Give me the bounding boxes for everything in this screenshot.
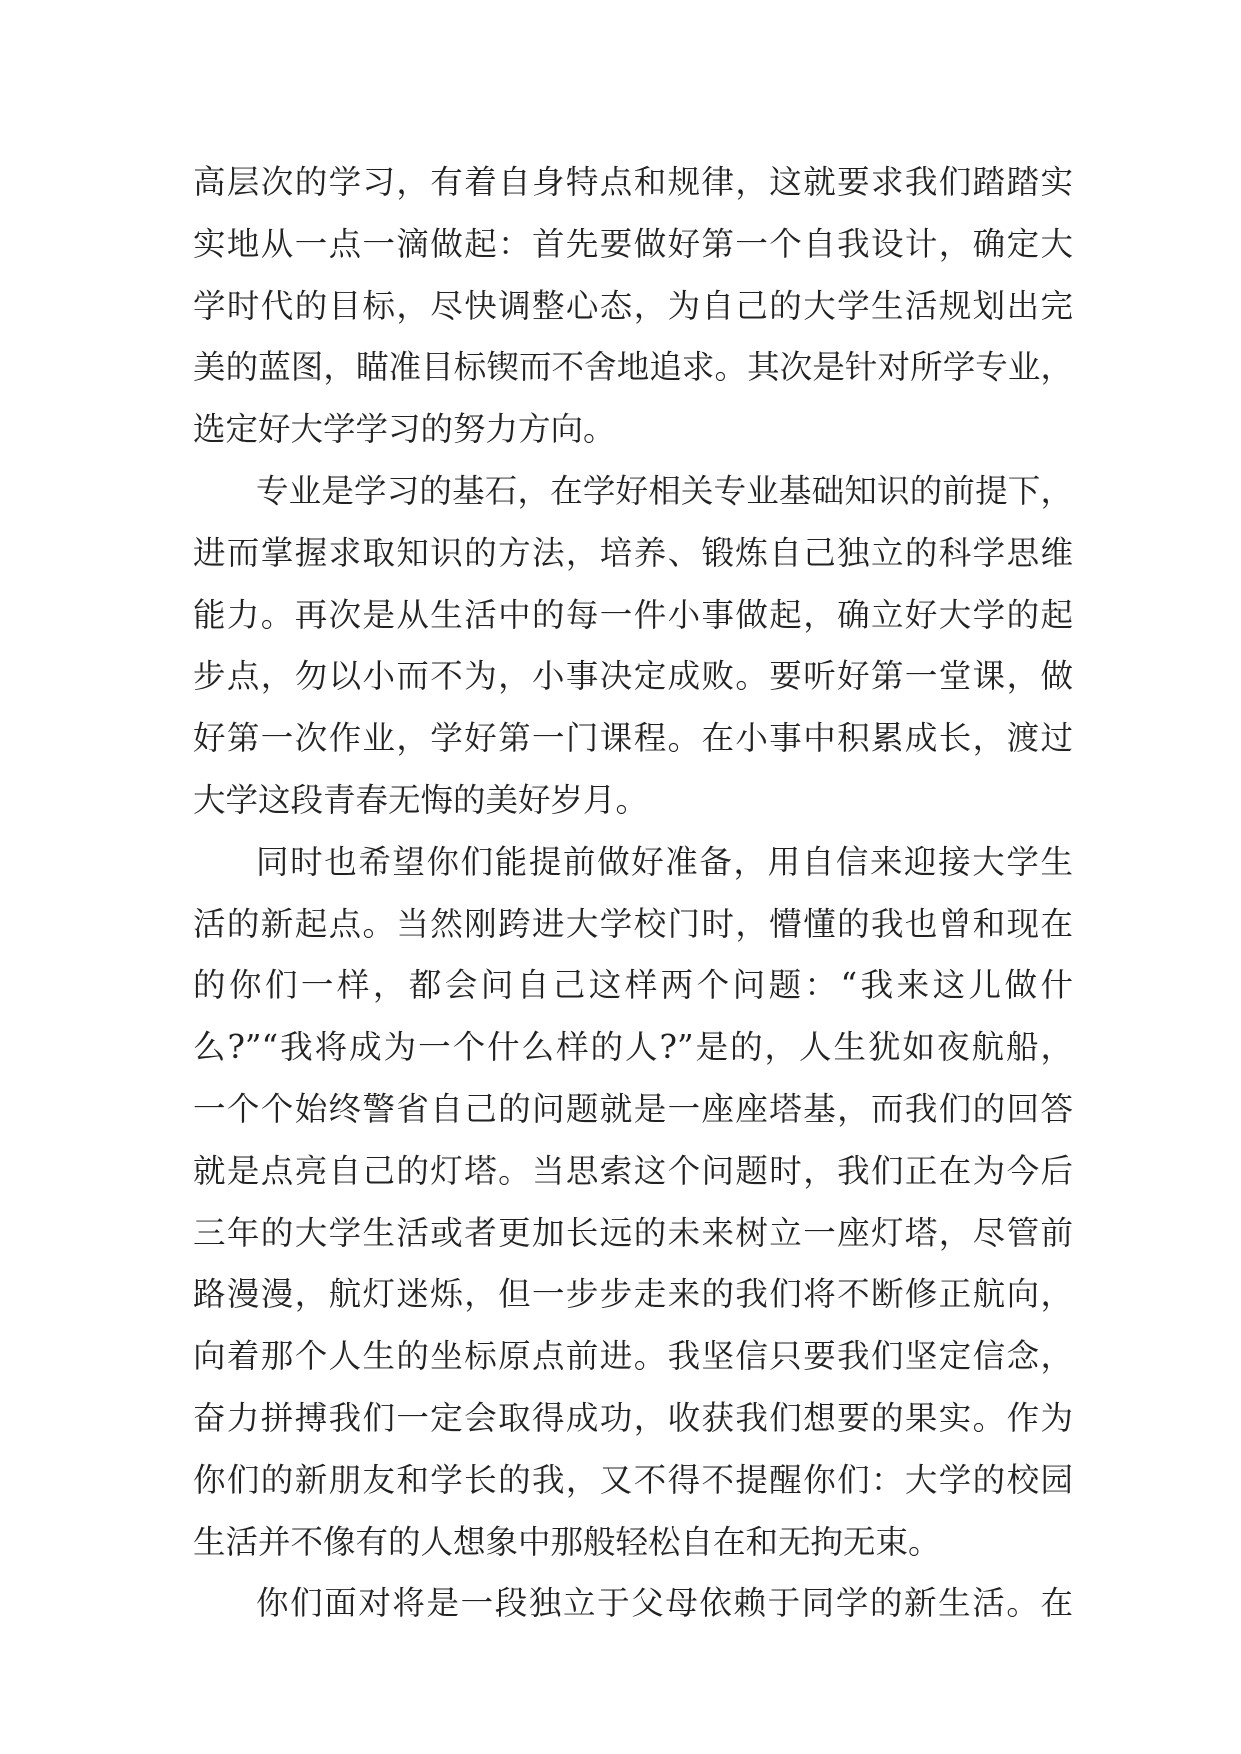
text-line: 高层次的学习，有着自身特点和规律，这就要求我们踏踏实 xyxy=(193,163,1073,201)
text-line: 学时代的目标，尽快调整心态，为自己的大学生活规划出完 xyxy=(193,286,1073,325)
text-line: 大学这段青春无悔的美好岁月。 xyxy=(193,780,649,819)
text-line: 进而掌握求取知识的方法，培养、锻炼自己独立的科学思维 xyxy=(193,533,1073,572)
text-line: 的你们一样，都会问自己这样两个问题：“我来这儿做什 xyxy=(193,966,1073,1005)
text-line: 你们的新朋友和学长的我，又不得不提醒你们：大学的校园 xyxy=(193,1460,1073,1499)
text-line: 就是点亮自己的灯塔。当思索这个问题时，我们正在为今后 xyxy=(193,1151,1073,1190)
text-line: 实地从一点一滴做起：首先要做好第一个自我设计，确定大 xyxy=(193,224,1073,263)
text-line: 好第一次作业，学好第一门课程。在小事中积累成长，渡过 xyxy=(193,719,1073,758)
text-line: 能力。再次是从生活中的每一件小事做起，确立好大学的起 xyxy=(193,595,1073,634)
text-line: 美的蓝图，瞄准目标锲而不舍地追求。其次是针对所学专业， xyxy=(193,348,1073,387)
paragraph-first-line: 同时也希望你们能提前做好准备，用自信来迎接大学生 xyxy=(256,842,1073,881)
text-line: 奋力拼搏我们一定会取得成功，收获我们想要的果实。作为 xyxy=(193,1398,1073,1437)
text-line: 三年的大学生活或者更加长远的未来树立一座灯塔，尽管前 xyxy=(193,1213,1073,1252)
text-line: 活的新起点。当然刚跨进大学校门时，懵懂的我也曾和现在 xyxy=(193,904,1073,943)
text-line: 一个个始终警省自己的问题就是一座座塔基，而我们的回答 xyxy=(193,1089,1073,1128)
text-line: 步点，勿以小而不为，小事决定成败。要听好第一堂课，做 xyxy=(193,657,1073,696)
paragraph-first-line: 专业是学习的基石，在学好相关专业基础知识的前提下， xyxy=(256,471,1073,510)
text-line: 选定好大学学习的努力方向。 xyxy=(193,410,616,449)
text-line: 向着那个人生的坐标原点前进。我坚信只要我们坚定信念， xyxy=(193,1337,1073,1376)
body-text xyxy=(193,160,1073,1643)
text-line: 生活并不像有的人想象中那般轻松自在和无拘无束。 xyxy=(193,1522,941,1561)
paragraph-first-line: 你们面对将是一段独立于父母依赖于同学的新生活。在 xyxy=(256,1584,1073,1623)
text-line: 路漫漫，航灯迷烁，但一步步走来的我们将不断修正航向， xyxy=(193,1275,1073,1314)
text-line: 么?”“我将成为一个什么样的人?”是的，人生犹如夜航船， xyxy=(193,1028,1073,1067)
